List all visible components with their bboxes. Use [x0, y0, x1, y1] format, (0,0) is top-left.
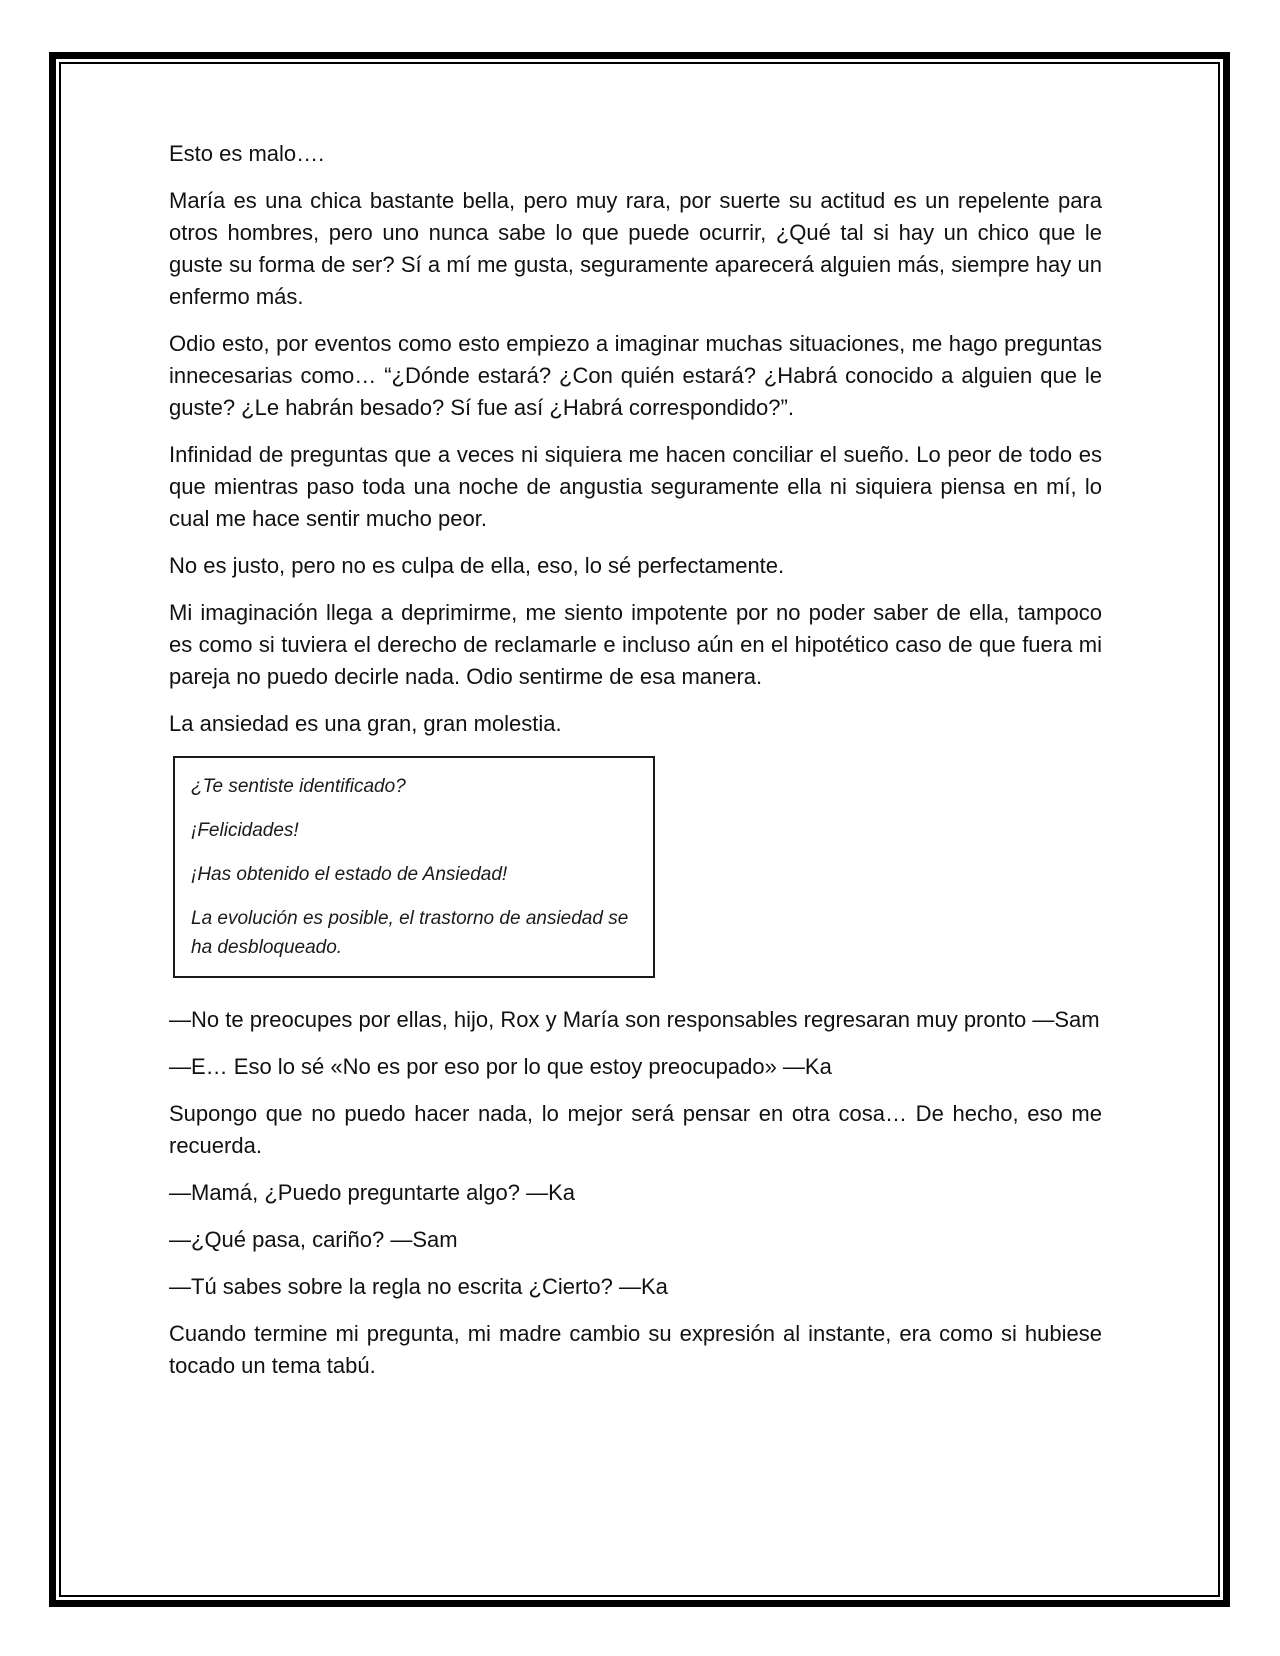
document-content: [169, 138, 1102, 1382]
status-box-line-identificado: ¿Te sentiste identificado?: [191, 776, 406, 797]
paragraph-no-es-justo: No es justo, pero no es culpa de ella, eso, lo sé perfectamente.: [169, 553, 785, 578]
status-box-line-estado-ansiedad: ¡Has obtenido el estado de Ansiedad!: [191, 864, 508, 885]
paragraph-infinidad: Infinidad de preguntas que a veces ni siquiera me hacen conciliar el sueño. Lo peor de todo es que mientras paso toda una noche de angustia seguramente ella ni siquiera piensa en mí, lo cual me hace sentir mucho peor.: [169, 442, 1102, 531]
paragraph-supongo: Supongo que no puedo hacer nada, lo mejor será pensar en otra cosa… De hecho, eso me recuerda.: [169, 1101, 1102, 1158]
paragraph-ansiedad: La ansiedad es una gran, gran molestia.: [169, 711, 562, 736]
paragraph-dialog-sam-1: —No te preocupes por ellas, hijo, Rox y María son responsables regresaran muy pronto —Sam: [169, 1007, 1100, 1032]
paragraph-odio-esto: Odio esto, por eventos como esto empiezo a imaginar muchas situaciones, me hago preguntas innecesarias como… “¿Dónde estará? ¿Con quién estará? ¿Habrá conocido a alguien que le guste? ¿Le habrán besado? Sí fue así ¿Habrá correspondido?”.: [169, 331, 1102, 420]
paragraph-dialog-sam-2: —¿Qué pasa, cariño? —Sam: [169, 1227, 458, 1252]
paragraph-maria: María es una chica bastante bella, pero muy rara, por suerte su actitud es un repelente para otros hombres, pero uno nunca sabe lo que puede ocurrir, ¿Qué tal si hay un chico que le guste su forma de ser? Sí a mí me gusta, seguramente aparecerá alguien más, siempre hay un enfermo más.: [169, 188, 1102, 309]
status-box: [173, 756, 655, 978]
page-border-inner: [59, 62, 1220, 1597]
paragraph-cuando-termine: Cuando termine mi pregunta, mi madre cambio su expresión al instante, era como si hubiese tocado un tema tabú.: [169, 1321, 1102, 1378]
paragraph-dialog-ka-2: —Mamá, ¿Puedo preguntarte algo? —Ka: [169, 1180, 576, 1205]
paragraph-dialog-ka-1: —E… Eso lo sé «No es por eso por lo que estoy preocupado» —Ka: [169, 1054, 832, 1079]
paragraph-imaginacion: Mi imaginación llega a deprimirme, me siento impotente por no poder saber de ella, tampoco es como si tuviera el derecho de reclamarle e incluso aún en el hipotético caso de que fuera mi pareja no puedo decirle nada. Odio sentirme de esa manera.: [169, 600, 1102, 689]
status-box-line-felicidades: ¡Felicidades!: [191, 820, 299, 841]
paragraph-esto-es-malo: Esto es malo….: [169, 141, 325, 166]
paragraph-dialog-ka-3: —Tú sabes sobre la regla no escrita ¿Cierto? —Ka: [169, 1274, 668, 1299]
status-box-line-evolucion: La evolución es posible, el trastorno de ansiedad se ha desbloqueado.: [191, 908, 629, 958]
page-border-frame: [49, 52, 1230, 1607]
